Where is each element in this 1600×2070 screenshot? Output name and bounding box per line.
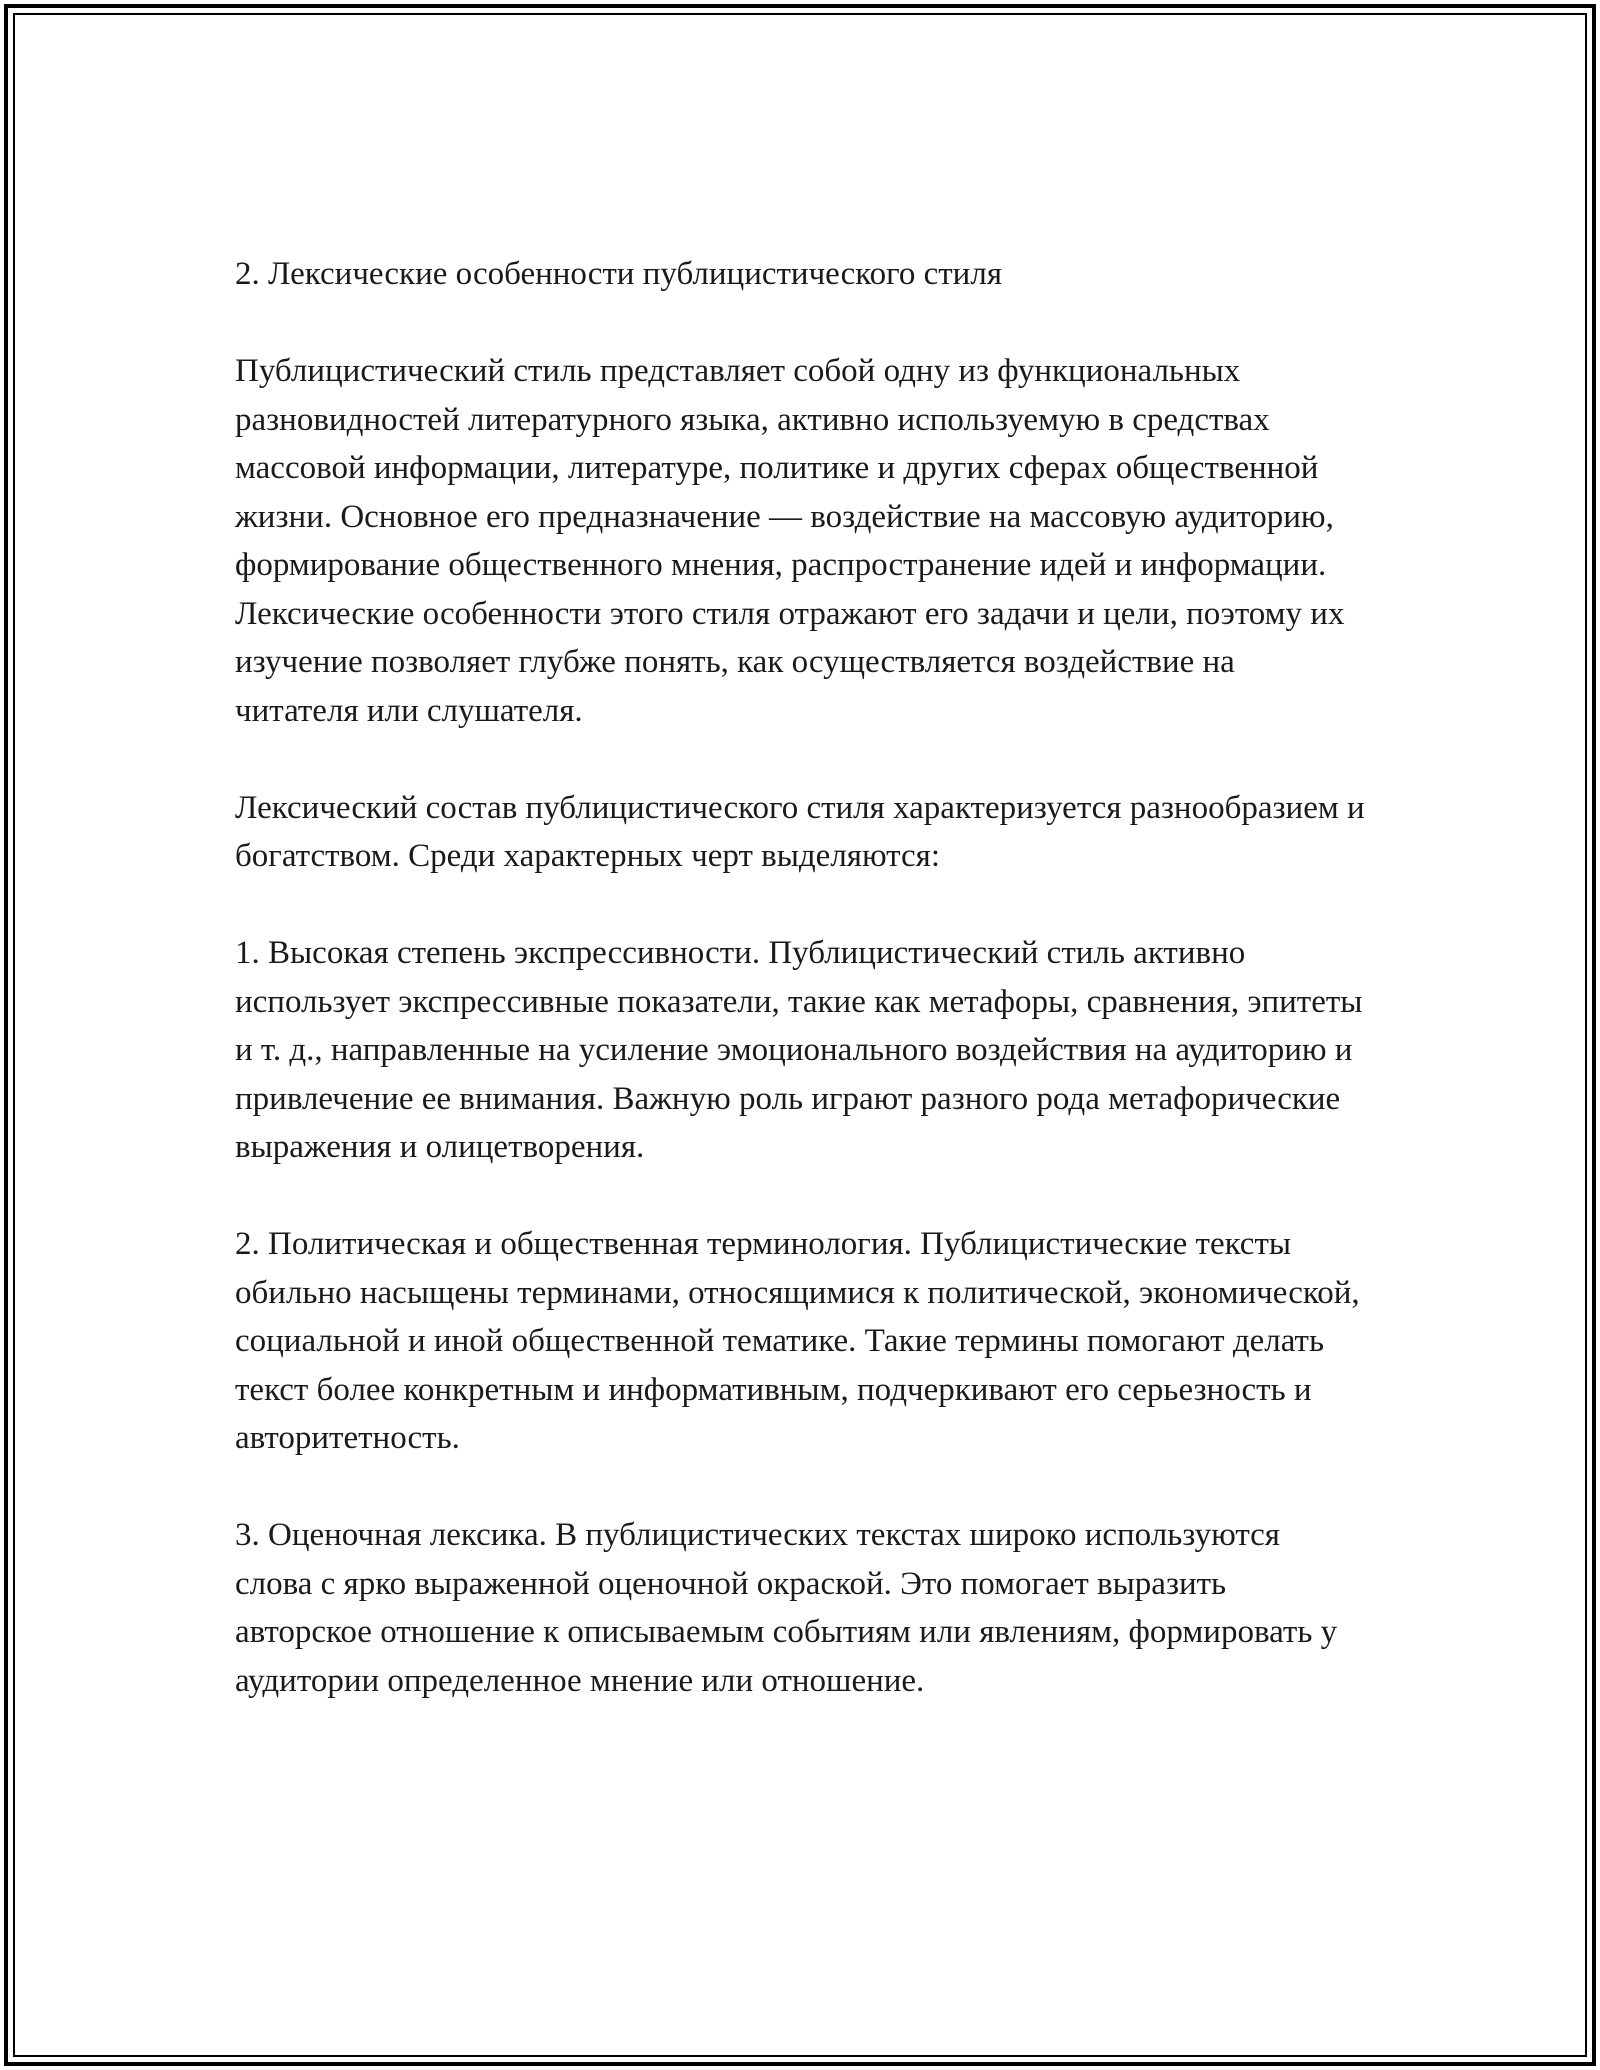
paragraph-intro: Публицистический стиль представляет собой одну из функциональных разновидностей литературного языка, активно используемую в средствах массовой информации, литературе, политике и других сферах общественной жизни. Основное его предназначение — воздействие на массовую аудиторию, формирование общественного мнения, распространение идей и информации. Лексические особенности этого стиля отражают его задачи и цели, поэтому их изучение позволяет глубже понять, как осуществляется воздействие на читателя или слушателя. [235, 353, 1345, 729]
list-item-expressiveness: 1. Высокая степень экспрессивности. Публицистический стиль активно использует экспрессивные показатели, такие как метафоры, сравнения, эпитеты и т. д., направленные на усиление эмоционального воздействия на аудиторию и привлечение ее внимания. Важную роль играют разного рода метафорические выражения и олицетворения. [235, 935, 1363, 1165]
list-item-evaluative-vocabulary: 3. Оценочная лексика. В публицистических текстах широко используются слова с ярко выраженной оценочной окраской. Это помогает выразить авторское отношение к описываемым событиям или явлениям, формировать у аудитории определенное мнение или отношение. [235, 1517, 1338, 1699]
list-item-terminology: 2. Политическая и общественная терминология. Публицистические тексты обильно насыщены терминами, относящимися к политической, экономической, социальной и иной общественной тематике. Такие термины помогают делать текст более конкретным и информативным, подчеркивают его серьезность и авторитетность. [235, 1226, 1360, 1456]
section-heading: 2. Лексические особенности публицистического стиля [235, 256, 1002, 292]
document-body [235, 250, 1365, 1754]
paragraph-lexical-composition: Лексический состав публицистического стиля характеризуется разнообразием и богатством. Среди характерных черт выделяются: [235, 789, 1365, 874]
